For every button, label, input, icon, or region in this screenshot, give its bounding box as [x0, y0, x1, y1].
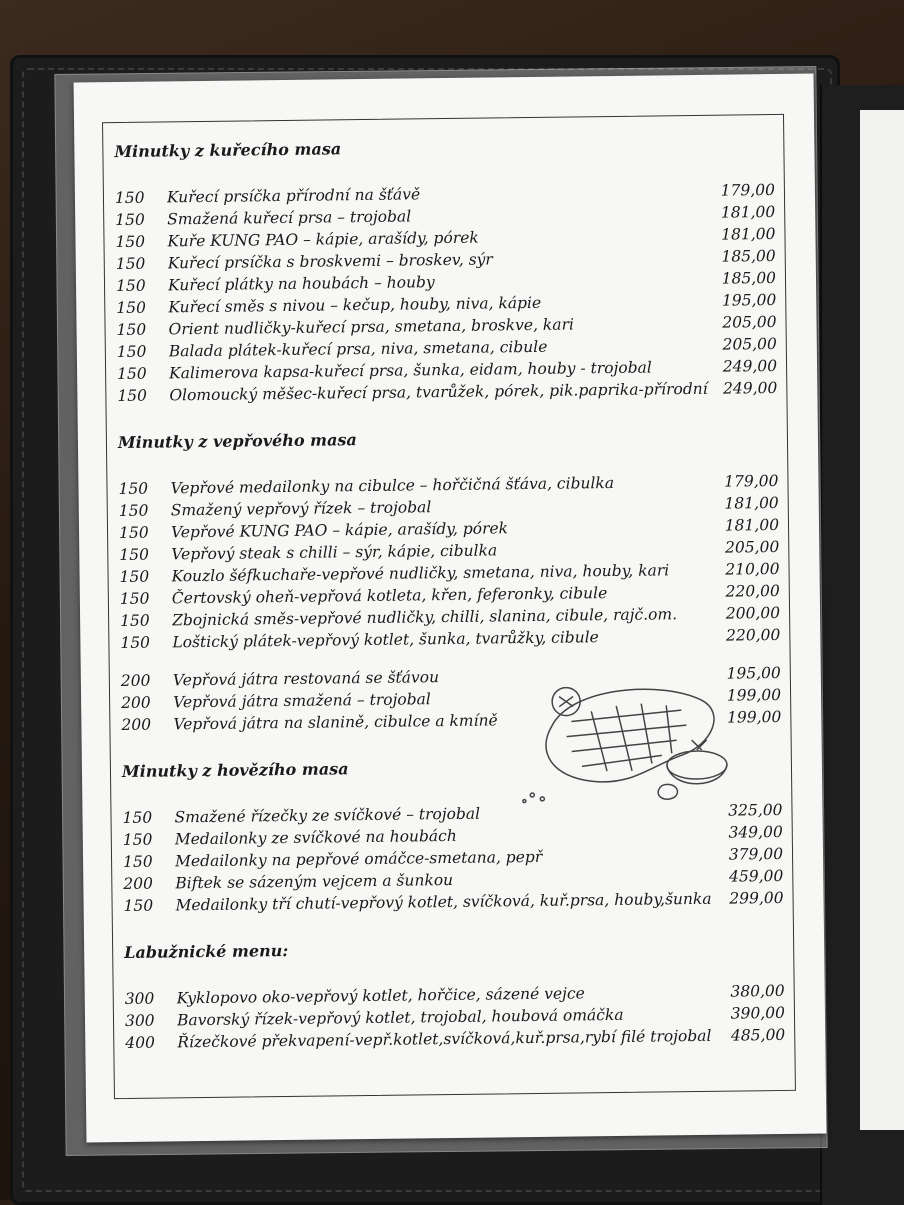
item-weight: 300	[124, 1011, 155, 1031]
item-name: Smažená kuřecí prsa – trojobal	[167, 207, 412, 229]
item-price: 220,00	[725, 625, 781, 645]
item-weight: 150	[116, 298, 147, 318]
item-price: 195,00	[721, 290, 777, 310]
item-weight: 150	[117, 364, 147, 384]
item-weight: 150	[115, 276, 146, 296]
item-weight: 150	[118, 501, 149, 521]
item-price: 485,00	[730, 1025, 786, 1045]
item-name: Orient nudličky-kuřecí prsa, smetana, broskve, kari	[168, 315, 574, 339]
item-price: 380,00	[730, 981, 785, 1001]
item-name: Smažený vepřový řízek – trojobal	[170, 498, 432, 520]
item-price: 181,00	[724, 493, 779, 513]
item-name: Balada plátek-kuřecí prsa, niva, smetana, cibule	[168, 337, 548, 361]
item-price: 185,00	[721, 268, 777, 288]
item-name: Kuřecí prsíčka přírodní na šťávě	[166, 185, 421, 207]
menu-list	[125, 980, 786, 1054]
item-price: 299,00	[729, 888, 784, 908]
item-name: Kuřecí prsíčka s broskvemi – broskev, sýr	[167, 250, 493, 273]
item-name: Medailonky tří chutí-vepřový kotlet, svíčková, kuř.prsa, houby,šunka	[175, 889, 712, 915]
right-page-paper	[860, 110, 904, 1130]
item-name: Vepřová játra smažená – trojobal	[173, 690, 431, 712]
item-weight: 200	[121, 693, 151, 713]
item-weight: 150	[114, 188, 145, 208]
item-name: Kuře KUNG PAO – kápie, arašídy, pórek	[167, 228, 479, 251]
item-weight: 200	[121, 715, 152, 735]
item-name: Vepřové medailonky na cibulce – hořčičná šťáva, cibulka	[170, 473, 615, 498]
item-price: 199,00	[726, 685, 782, 705]
item-price: 205,00	[722, 312, 777, 332]
menu-list	[115, 179, 778, 407]
item-weight: 150	[116, 342, 147, 362]
item-weight: 150	[123, 896, 154, 916]
item-weight: 150	[117, 386, 148, 406]
item-name: Kuřecí směs s nivou – kečup, houby, niva, kápie	[168, 293, 542, 317]
item-weight: 300	[124, 989, 155, 1009]
item-weight: 150	[120, 633, 151, 653]
menu-list	[122, 799, 783, 917]
menu-content	[114, 134, 785, 1080]
item-weight: 150	[115, 232, 146, 252]
item-price: 199,00	[727, 707, 782, 727]
item-price: 181,00	[724, 515, 780, 535]
item-weight: 150	[116, 320, 147, 340]
item-weight: 400	[125, 1033, 155, 1052]
item-name: Smažené řízečky ze svíčkové – trojobal	[174, 804, 481, 827]
item-weight: 200	[120, 671, 151, 691]
item-name: Medailonky na pepřové omáčce-smetana, pepř	[174, 847, 543, 871]
item-price: 459,00	[728, 866, 784, 886]
section-title: Labužnické menu:	[124, 941, 289, 963]
item-price: 181,00	[720, 202, 776, 222]
item-weight: 150	[119, 545, 150, 565]
section-title: Minutky z vepřového masa	[117, 430, 357, 453]
item-weight: 150	[115, 254, 146, 274]
item-weight: 150	[118, 523, 149, 543]
item-name: Kyklopovo oko-vepřový kotlet, hořčice, sázené vejce	[176, 984, 585, 1008]
item-price: 220,00	[725, 581, 780, 601]
item-name: Loštický plátek-vepřový kotlet, šunka, tvarůžky, cibule	[172, 628, 599, 652]
item-price: 390,00	[730, 1003, 786, 1023]
steak-illustration-icon	[511, 664, 743, 807]
item-weight: 150	[122, 808, 153, 828]
item-name: Kouzlo šéfkuchaře-vepřové nudličky, smetana, niva, houby, kari	[171, 561, 670, 586]
item-weight: 150	[122, 830, 153, 850]
item-name: Řízečkové překvapení-vepř.kotlet,svíčková,kuř.prsa,rybí filé trojobal	[177, 1026, 712, 1052]
item-name: Bavorský řízek-vepřový kotlet, trojobal, houbová omáčka	[176, 1005, 624, 1030]
item-weight: 150	[115, 210, 145, 230]
item-price: 349,00	[728, 822, 783, 842]
item-name: Olomoucký měšec-kuřecí prsa, tvarůžek, pórek, pik.paprika-přírodní	[169, 379, 708, 405]
item-weight: 150	[119, 567, 150, 587]
item-price: 181,00	[721, 224, 776, 244]
item-name: Vepřové KUNG PAO – kápie, arašídy, pórek	[170, 519, 509, 542]
item-price: 179,00	[720, 180, 776, 200]
item-price: 325,00	[728, 800, 783, 820]
item-price: 249,00	[722, 378, 778, 398]
item-price: 379,00	[728, 844, 784, 864]
item-weight: 150	[119, 589, 150, 609]
menu-page	[74, 74, 827, 1143]
item-price: 179,00	[724, 471, 779, 491]
item-price: 205,00	[724, 537, 780, 557]
item-price: 195,00	[726, 663, 781, 683]
menu-list	[118, 470, 780, 654]
item-price: 200,00	[725, 603, 781, 623]
item-price: 210,00	[725, 559, 780, 579]
item-weight: 150	[118, 479, 149, 499]
item-name: Medailonky ze svíčkové na houbách	[174, 826, 457, 849]
section-gourmet	[124, 935, 785, 1054]
item-weight: 150	[120, 611, 150, 631]
item-price: 185,00	[721, 246, 776, 266]
section-title: Minutky z kuřecího masa	[114, 139, 342, 162]
item-price: 249,00	[722, 356, 778, 376]
item-name: Vepřová játra restovaná se šťávou	[172, 668, 440, 690]
item-name: Čertovský oheň-vepřová kotleta, křen, feferonky, cibule	[171, 584, 608, 608]
item-name: Vepřová játra na slanině, cibulce a kmíně	[173, 711, 498, 734]
item-name: Vepřový steak s chilli – sýr, kápie, cibulka	[171, 541, 498, 564]
section-title: Minutky z hovězího masa	[121, 759, 349, 782]
item-weight: 150	[122, 852, 153, 872]
item-price: 205,00	[722, 334, 777, 354]
item-name: Kuřecí plátky na houbách – houby	[167, 273, 435, 295]
item-weight: 200	[123, 874, 154, 894]
item-name: Biftek se sázeným vejcem a šunkou	[175, 870, 454, 893]
item-name: Zbojnická směs-vepřové nudličky, chilli, slanina, cibule, rajč.om.	[172, 605, 678, 630]
item-name: Kalimerova kapsa-kuřecí prsa, šunka, eidam, houby - trojobal	[169, 358, 652, 383]
section-chicken	[114, 134, 777, 407]
